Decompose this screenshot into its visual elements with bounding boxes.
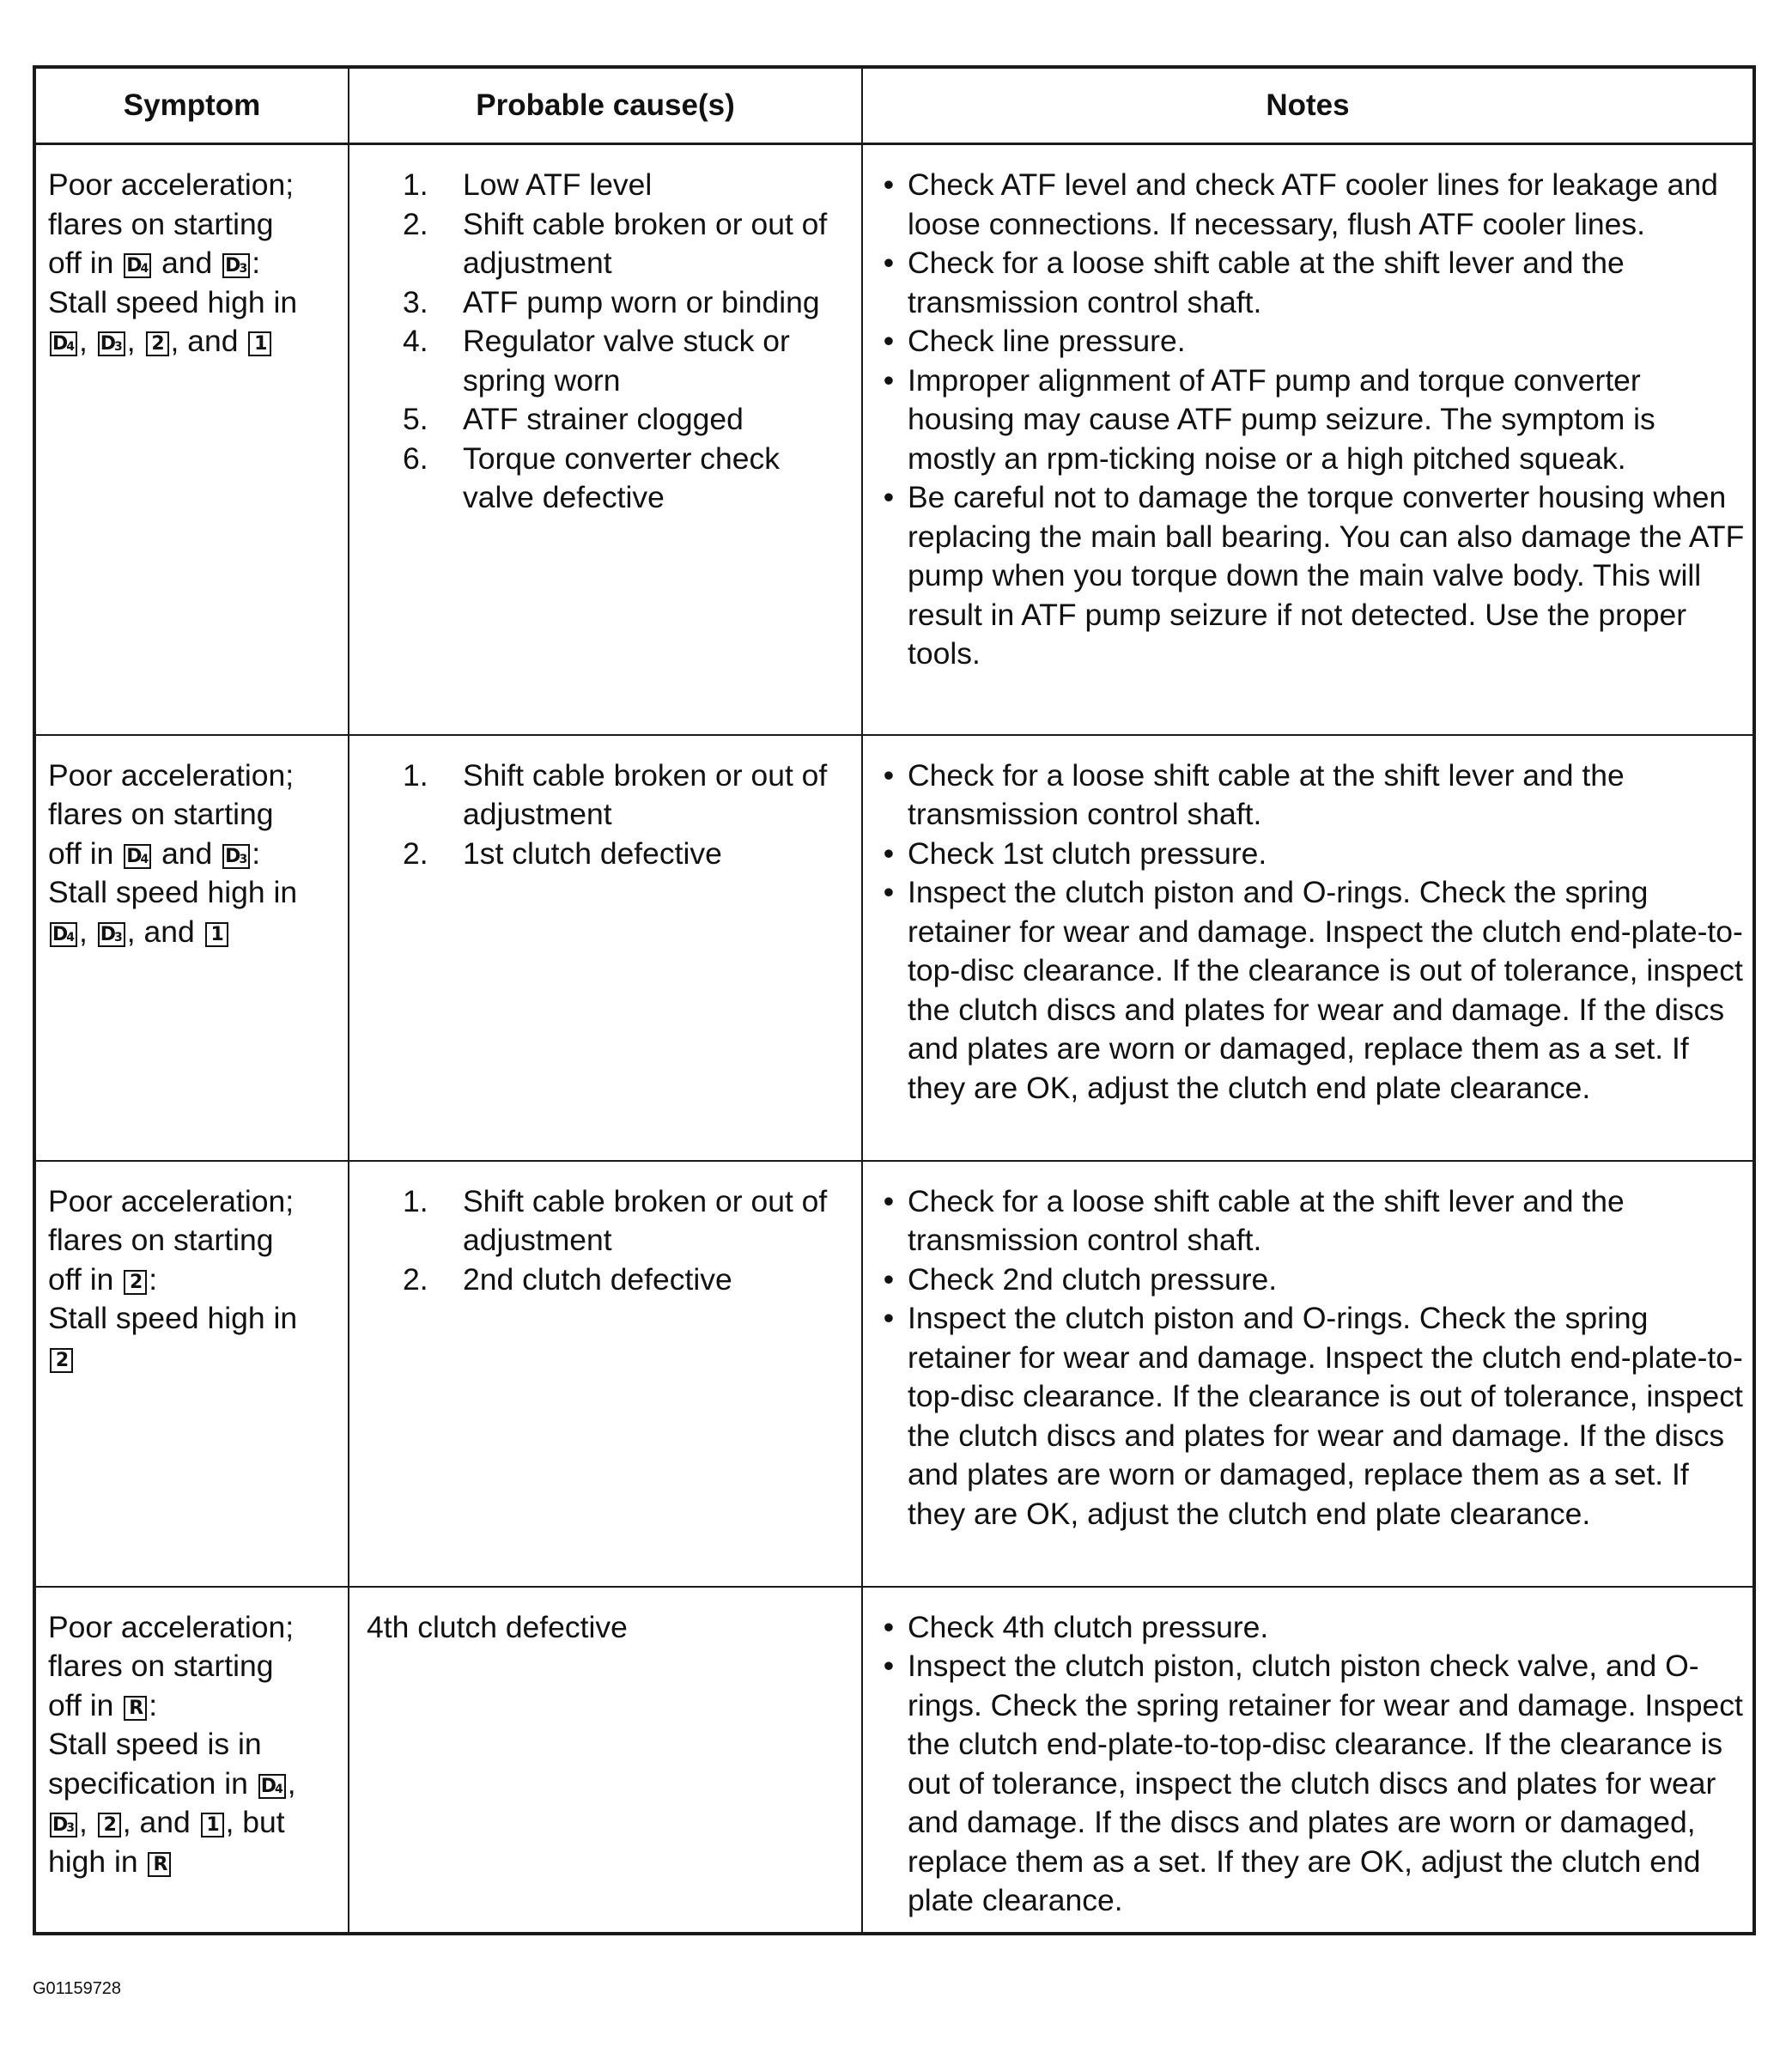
bullet-icon: • [883,480,895,514]
note-text: Improper alignment of ATF pump and torque converter housing may cause ATF pump seizure. The symptom is mostly an rpm-ticking noise or a high pitched squeak. [908,362,1655,476]
symptom-line [48,913,339,952]
cause-list [367,1182,853,1300]
shift-position-letter: D [225,845,240,867]
bullet-icon: • [883,1301,895,1335]
notes-cell [862,1587,1754,1934]
shift-position-subscript: 3 [114,340,123,354]
table-row [34,735,1754,1161]
symptom-text: Stall speed high in [48,284,298,319]
symptom-cell [34,1587,349,1934]
note-text: Check for a loose shift cable at the shift lever and the transmission control shaft. [908,1183,1625,1257]
table-row [34,144,1754,735]
symptom-text: : [149,1261,158,1297]
list-item [403,1260,853,1300]
symptom-text: specification in [48,1765,257,1801]
symptom-text: : [252,835,261,871]
note-text: Check 1st clutch pressure. [908,835,1267,871]
list-item [403,205,853,283]
list-item [870,166,1746,244]
symptom-text: flares on starting [48,797,274,831]
cause-list [367,166,853,518]
shift-position-key [50,1348,73,1373]
note-text: Check line pressure. [908,324,1186,358]
list-item [870,244,1746,322]
notes-list [870,756,1746,1109]
shift-position-letter: D [100,923,115,945]
symptom-text: and [153,246,222,280]
table-header-row [34,67,1754,144]
shift-position-letter: D [225,255,240,276]
shift-position-key [222,253,250,278]
cause-number: 4. [403,324,428,358]
symptom-text: , and [126,914,203,949]
shift-position-subscript: 4 [140,852,149,866]
bullet-icon: • [883,1649,895,1683]
shift-position-letter: D [100,333,115,355]
list-item [870,756,1746,835]
shift-position-key [50,331,77,356]
symptom-line [48,873,339,913]
symptom-text: Stall speed is in [48,1727,262,1761]
cause-text: 4th clutch defective [367,1609,628,1644]
cause-number: 2. [403,206,428,241]
list-item [403,322,853,400]
list-item [870,478,1746,674]
shift-position-letter: 1 [210,923,222,945]
list-item [870,1608,1746,1648]
shift-position-subscript: 4 [66,930,76,945]
symptom-text: Stall speed high in [48,875,298,909]
shift-position-letter: 1 [206,1814,218,1836]
probable-cause-cell [349,1161,862,1587]
note-text: Check ATF level and check ATF cooler lines for leakage and loose connections. If necessary, flush ATF cooler lines. [908,167,1718,241]
symptom-text: , [287,1765,296,1801]
shift-position-letter: 2 [151,333,163,355]
symptom-line [48,1686,339,1726]
shift-position-subscript: 3 [114,930,123,945]
bullet-icon: • [883,362,895,398]
probable-cause-cell [349,735,862,1161]
symptom-text: , [79,1805,96,1839]
symptom-line [48,283,339,323]
cause-text: 2nd clutch defective [463,1261,732,1297]
shift-position-letter: 2 [130,1271,142,1293]
symptom-text: Poor acceleration; [48,757,295,793]
note-text: Be careful not to damage the torque converter housing when replacing the main ball bearing. You can also damage the ATF pump when you torque down the main valve body. This will result in ATF pump seizure if not detected. Use the proper tools. [908,480,1745,671]
shift-position-subscript: 4 [140,262,149,276]
symptom-line [48,1221,339,1260]
bullet-icon: • [883,1183,895,1218]
shift-position-letter: 2 [103,1814,115,1836]
symptom-line [48,756,339,796]
symptom-text: : [149,1687,158,1722]
shift-position-subscript: 3 [239,262,248,276]
cause-number: 1. [403,167,428,202]
cause-number: 6. [403,440,428,476]
shift-position-letter: R [153,1853,167,1875]
shift-position-key [248,331,271,356]
shift-position-key [222,844,250,869]
symptom-line [48,1765,339,1804]
bullet-icon: • [883,835,895,871]
symptom-line [48,244,339,283]
probable-cause-cell [349,144,862,735]
symptom-line [48,1339,339,1378]
figure-id: G01159728 [33,1979,122,1998]
note-text: Inspect the clutch piston, clutch piston check valve, and O-rings. Check the spring retainer for wear and damage. Inspect the clutch end-plate-to-top-disc clearance. If the clearance is out of tolerance, inspect the clutch discs and plates for wear and damage. If the discs and plates are worn or damaged, replace them as a set. If they are OK, adjust the clutch end plate clearance. [908,1649,1743,1917]
shift-position-subscript: 3 [239,852,248,866]
symptom-text: Stall speed high in [48,1301,298,1335]
shift-position-key [98,922,125,947]
symptom-line [48,1647,339,1686]
cause-number: 2. [403,1261,428,1297]
list-item [870,1182,1746,1260]
shift-position-key [124,844,151,869]
symptom-text: off in [48,1261,123,1297]
bullet-icon: • [883,757,895,793]
header-notes: Notes [862,67,1754,144]
cause-number: 1. [403,757,428,793]
list-item [403,283,853,323]
list-item [870,835,1746,874]
list-item [870,361,1746,479]
shift-position-subscript: 4 [274,1782,283,1796]
list-item [870,1647,1746,1921]
shift-position-key [258,1774,286,1799]
header-probable-causes: Probable cause(s) [349,67,862,144]
note-text: Inspect the clutch piston and O-rings. Check the spring retainer for wear and damage. Inspect the clutch end-plate-to-top-disc clearance. If the clearance is out of tolerance, inspect the clutch discs and plates for wear and damage. If the discs and plates are worn or damaged, replace them as a set. If they are OK, adjust the clutch end plate clearance. [908,875,1743,1105]
symptom-text: , [79,324,96,358]
symptom-text: Poor acceleration; [48,1183,295,1218]
shift-position-key [201,1813,224,1837]
note-text: Check for a loose shift cable at the shift lever and the transmission control shaft. [908,246,1625,319]
shift-position-key [98,1813,121,1837]
shift-position-key [124,1696,147,1721]
symptom-text: : [252,246,261,280]
notes-list [870,1182,1746,1534]
symptom-line [48,1725,339,1765]
list-item [403,166,853,205]
symptom-cell [34,735,349,1161]
shift-position-subscript: 3 [66,1821,76,1835]
cause-text: 1st clutch defective [463,835,722,871]
shift-position-key [124,253,151,278]
list-item [870,1260,1746,1300]
cause-text: Torque converter check valve defective [463,440,780,514]
symptom-cell [34,144,349,735]
symptom-text: flares on starting [48,206,274,241]
symptom-text: high in [48,1844,147,1879]
symptom-line [48,166,339,205]
symptom-text: , and [122,1805,199,1839]
symptom-text: , and [170,324,247,358]
bullet-icon: • [883,246,895,280]
symptom-cell [34,1161,349,1587]
symptom-text: , but [225,1805,285,1839]
shift-position-key [50,1813,77,1837]
shift-position-letter: D [52,1814,67,1836]
troubleshooting-table [33,65,1756,1935]
notes-list [870,166,1746,674]
shift-position-key [205,922,228,947]
symptom-text: , [126,324,144,358]
list-item [403,440,853,518]
list-item [403,400,853,440]
bullet-icon: • [883,875,895,909]
symptom-text: Poor acceleration; [48,167,295,202]
cause-text: Shift cable broken or out of adjustment [463,1183,828,1257]
symptom-line [48,1608,339,1648]
symptom-text: and [153,835,222,871]
shift-position-letter: D [126,845,141,867]
notes-cell [862,735,1754,1161]
symptom-line [48,1182,339,1222]
list-item [870,322,1746,361]
shift-position-letter: D [126,255,141,276]
notes-list [870,1608,1746,1921]
cause-text: ATF strainer clogged [463,402,744,436]
symptom-text: off in [48,835,123,871]
list-item [403,756,853,835]
shift-position-letter: D [52,333,67,355]
notes-cell [862,144,1754,735]
header-symptom: Symptom [34,67,349,144]
notes-cell [862,1161,1754,1587]
symptom-line [48,1299,339,1339]
symptom-line [48,1803,339,1843]
symptom-text: , [79,914,96,949]
bullet-icon: • [883,324,895,358]
cause-number: 5. [403,402,428,436]
cause-text: Low ATF level [463,167,653,202]
cause-text: Regulator valve stuck or spring worn [463,324,790,398]
symptom-line [48,1260,339,1300]
symptom-line [48,1843,339,1882]
cause-list [367,756,853,874]
symptom-line [48,795,339,835]
shift-position-letter: R [129,1697,143,1719]
shift-position-letter: D [260,1775,275,1797]
symptom-text: Poor acceleration; [48,1609,295,1644]
cause-number: 3. [403,284,428,319]
list-item [870,1299,1746,1534]
bullet-icon: • [883,1261,895,1297]
bullet-icon: • [883,1609,895,1644]
bullet-icon: • [883,167,895,202]
table-row [34,1161,1754,1587]
note-text: Check 4th clutch pressure. [908,1609,1269,1644]
probable-cause-cell [349,1587,862,1934]
symptom-line [48,205,339,245]
shift-position-subscript: 4 [66,340,76,354]
symptom-text: flares on starting [48,1223,274,1257]
shift-position-key [98,331,125,356]
symptom-line [48,322,339,361]
shift-position-key [124,1270,147,1295]
shift-position-key [148,1852,171,1877]
note-text: Check for a loose shift cable at the shift lever and the transmission control shaft. [908,757,1625,831]
symptom-text: off in [48,246,123,280]
shift-position-letter: 2 [55,1349,68,1371]
note-text: Inspect the clutch piston and O-rings. Check the spring retainer for wear and damage. Inspect the clutch end-plate-to-top-disc clearance. If the clearance is out of tolerance, inspect the clutch discs and plates for wear and damage. If the discs and plates are worn or damaged, replace them as a set. If they are OK, adjust the clutch end plate clearance. [908,1301,1743,1531]
list-item [403,1182,853,1260]
cause-text: Shift cable broken or out of adjustment [463,206,828,280]
table-row [34,1587,1754,1934]
list-item [870,873,1746,1108]
note-text: Check 2nd clutch pressure. [908,1261,1278,1297]
cause-text: Shift cable broken or out of adjustment [463,757,828,831]
cause-text: ATF pump worn or binding [463,284,820,319]
symptom-text: off in [48,1687,123,1722]
shift-position-letter: D [52,923,67,945]
cause-number: 2. [403,835,428,871]
list-item [403,835,853,874]
shift-position-key [50,922,77,947]
symptom-line [48,835,339,874]
symptom-text: flares on starting [48,1649,274,1683]
shift-position-letter: 1 [254,333,266,355]
cause-number: 1. [403,1183,428,1218]
shift-position-key [146,331,169,356]
